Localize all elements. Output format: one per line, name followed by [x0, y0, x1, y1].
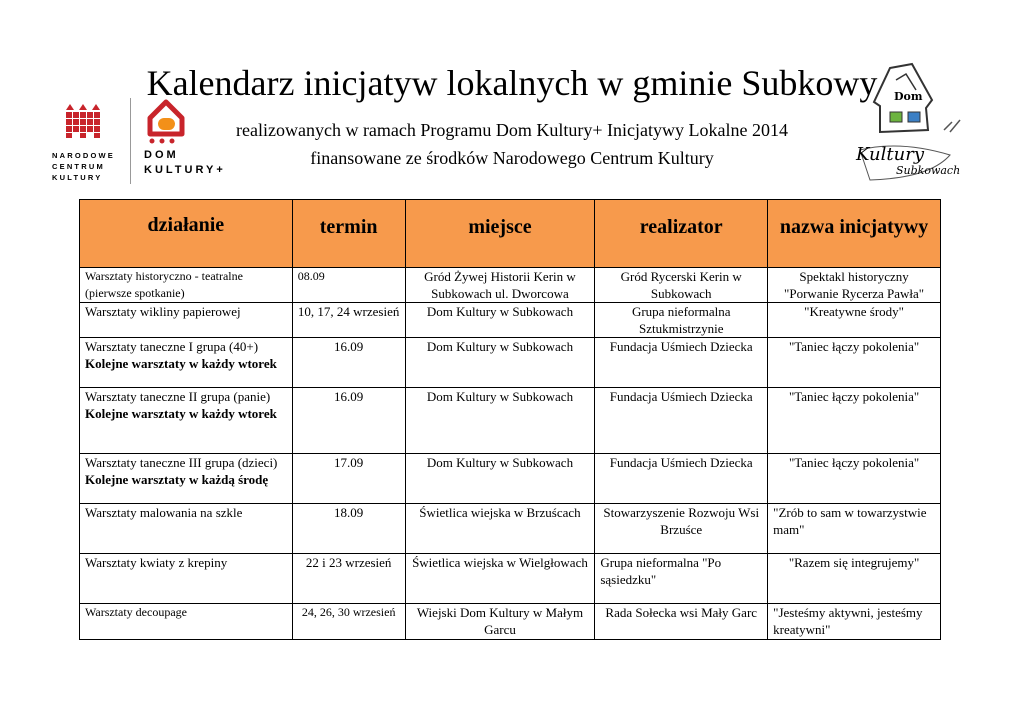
- nck-logo: [52, 100, 124, 190]
- cell-termin: 24, 26, 30 wrzesień: [292, 604, 405, 640]
- cell-realizator: Grupa nieformalna Sztukmistrzynie: [595, 303, 768, 338]
- column-header-termin: termin: [292, 200, 405, 268]
- cell-nazwa: "Razem się integrujemy": [768, 554, 941, 604]
- cell-realizator: Fundacja Uśmiech Dziecka: [595, 388, 768, 454]
- column-header-realizator: realizator: [595, 200, 768, 268]
- cell-nazwa: "Zrób to sam w towarzystwie mam": [768, 504, 941, 554]
- cell-termin: 08.09: [292, 268, 405, 303]
- column-header-nazwa-inicjatywy: nazwa inicjatywy: [768, 200, 941, 268]
- cell-realizator: Fundacja Uśmiech Dziecka: [595, 454, 768, 504]
- cell-dzialanie-note: Kolejne warsztaty w każdy wtorek: [85, 356, 277, 371]
- column-header-miejsce: miejsce: [405, 200, 595, 268]
- cell-dzialanie: Warsztaty decoupage: [80, 604, 293, 640]
- right-logo-word-subkowach: Subkowach: [896, 164, 961, 177]
- nck-logo-text: NARODOWE CENTRUM KULTURY: [52, 151, 116, 182]
- cell-termin: 10, 17, 24 wrzesień: [292, 303, 405, 338]
- table-row: [80, 388, 941, 454]
- cell-dzialanie-text: Warsztaty taneczne I grupa (40+): [85, 339, 259, 354]
- table-row: [80, 504, 941, 554]
- cell-realizator: Rada Sołecka wsi Mały Garc: [595, 604, 768, 640]
- table-row: [80, 338, 941, 388]
- cell-miejsce: Wiejski Dom Kultury w Małym Garcu: [405, 604, 595, 640]
- cell-nazwa: "Jesteśmy aktywni, jesteśmy kreatywni": [768, 604, 941, 640]
- subtitle-program: realizowanych w ramach Programu Dom Kultury+ Inicjatywy Lokalne 2014: [236, 120, 788, 140]
- cell-miejsce: Świetlica wiejska w Brzuścach: [405, 504, 595, 554]
- cell-miejsce: Gród Żywej Historii Kerin w Subkowach ul. Dworcowa: [405, 268, 595, 303]
- cell-dzialanie: Warsztaty malowania na szkle: [80, 504, 293, 554]
- cell-miejsce: Dom Kultury w Subkowach: [405, 454, 595, 504]
- cell-realizator: Fundacja Uśmiech Dziecka: [595, 338, 768, 388]
- cell-termin: 18.09: [292, 504, 405, 554]
- logo-divider: [130, 98, 131, 184]
- page-title: Kalendarz inicjatyw lokalnych w gminie Subkowy: [146, 63, 878, 103]
- cell-miejsce: Dom Kultury w Subkowach: [405, 338, 595, 388]
- cell-realizator: Grupa nieformalna "Po sąsiedzku": [595, 554, 768, 604]
- cell-dzialanie: Warsztaty historyczno - teatralne (pierwsze spotkanie): [80, 268, 293, 303]
- subtitle-funding: finansowane ze środków Narodowego Centrum Kultury: [310, 148, 714, 168]
- table-row: [80, 454, 941, 504]
- table-row: [80, 554, 941, 604]
- cell-dzialanie-text: Warsztaty taneczne III grupa (dzieci): [85, 455, 278, 470]
- table-row: [80, 303, 941, 338]
- house-icon: [146, 98, 186, 144]
- cell-dzialanie: Warsztaty kwiaty z krepiny: [80, 554, 293, 604]
- cell-miejsce: Dom Kultury w Subkowach: [405, 303, 595, 338]
- cell-dzialanie-text: Warsztaty taneczne II grupa (panie): [85, 389, 271, 404]
- dom-kultury-logo-text: DOM KULTURY+: [144, 149, 226, 176]
- cell-dzialanie: [80, 338, 293, 388]
- cell-termin: 16.09: [292, 388, 405, 454]
- cell-dzialanie: [80, 388, 293, 454]
- cell-termin: 16.09: [292, 338, 405, 388]
- cell-dzialanie: [80, 454, 293, 504]
- cell-nazwa: "Taniec łączy pokolenia": [768, 338, 941, 388]
- table-row: [80, 604, 941, 640]
- cell-nazwa: "Taniec łączy pokolenia": [768, 388, 941, 454]
- cell-dzialanie-note: Kolejne warsztaty w każdy wtorek: [85, 406, 277, 421]
- cell-termin: 22 i 23 wrzesień: [292, 554, 405, 604]
- cell-dzialanie-note: Kolejne warsztaty w każdą środę: [85, 472, 269, 487]
- right-logo-word-kultury: Kultury: [856, 144, 925, 165]
- dom-kultury-subkowach-logo: [840, 60, 970, 190]
- cell-miejsce: Świetlica wiejska w Wielgłowach: [405, 554, 595, 604]
- right-logo-word-dom: Dom: [894, 90, 923, 103]
- initiatives-table: [79, 199, 941, 640]
- dom-kultury-logo: [140, 98, 240, 188]
- cell-nazwa: "Taniec łączy pokolenia": [768, 454, 941, 504]
- cell-nazwa: "Kreatywne środy": [768, 303, 941, 338]
- table-header-row: [80, 200, 941, 268]
- cell-nazwa: Spektakl historyczny "Porwanie Rycerza Pawła": [768, 268, 941, 303]
- table-row: [80, 268, 941, 303]
- cell-realizator: Stowarzyszenie Rozwoju Wsi Brzuśce: [595, 504, 768, 554]
- column-header-dzialanie: działanie: [80, 200, 293, 268]
- cell-miejsce: Dom Kultury w Subkowach: [405, 388, 595, 454]
- cell-termin: 17.09: [292, 454, 405, 504]
- nck-emblem-icon: [66, 104, 100, 138]
- cell-realizator: Gród Rycerski Kerin w Subkowach: [595, 268, 768, 303]
- cell-dzialanie: Warsztaty wikliny papierowej: [80, 303, 293, 338]
